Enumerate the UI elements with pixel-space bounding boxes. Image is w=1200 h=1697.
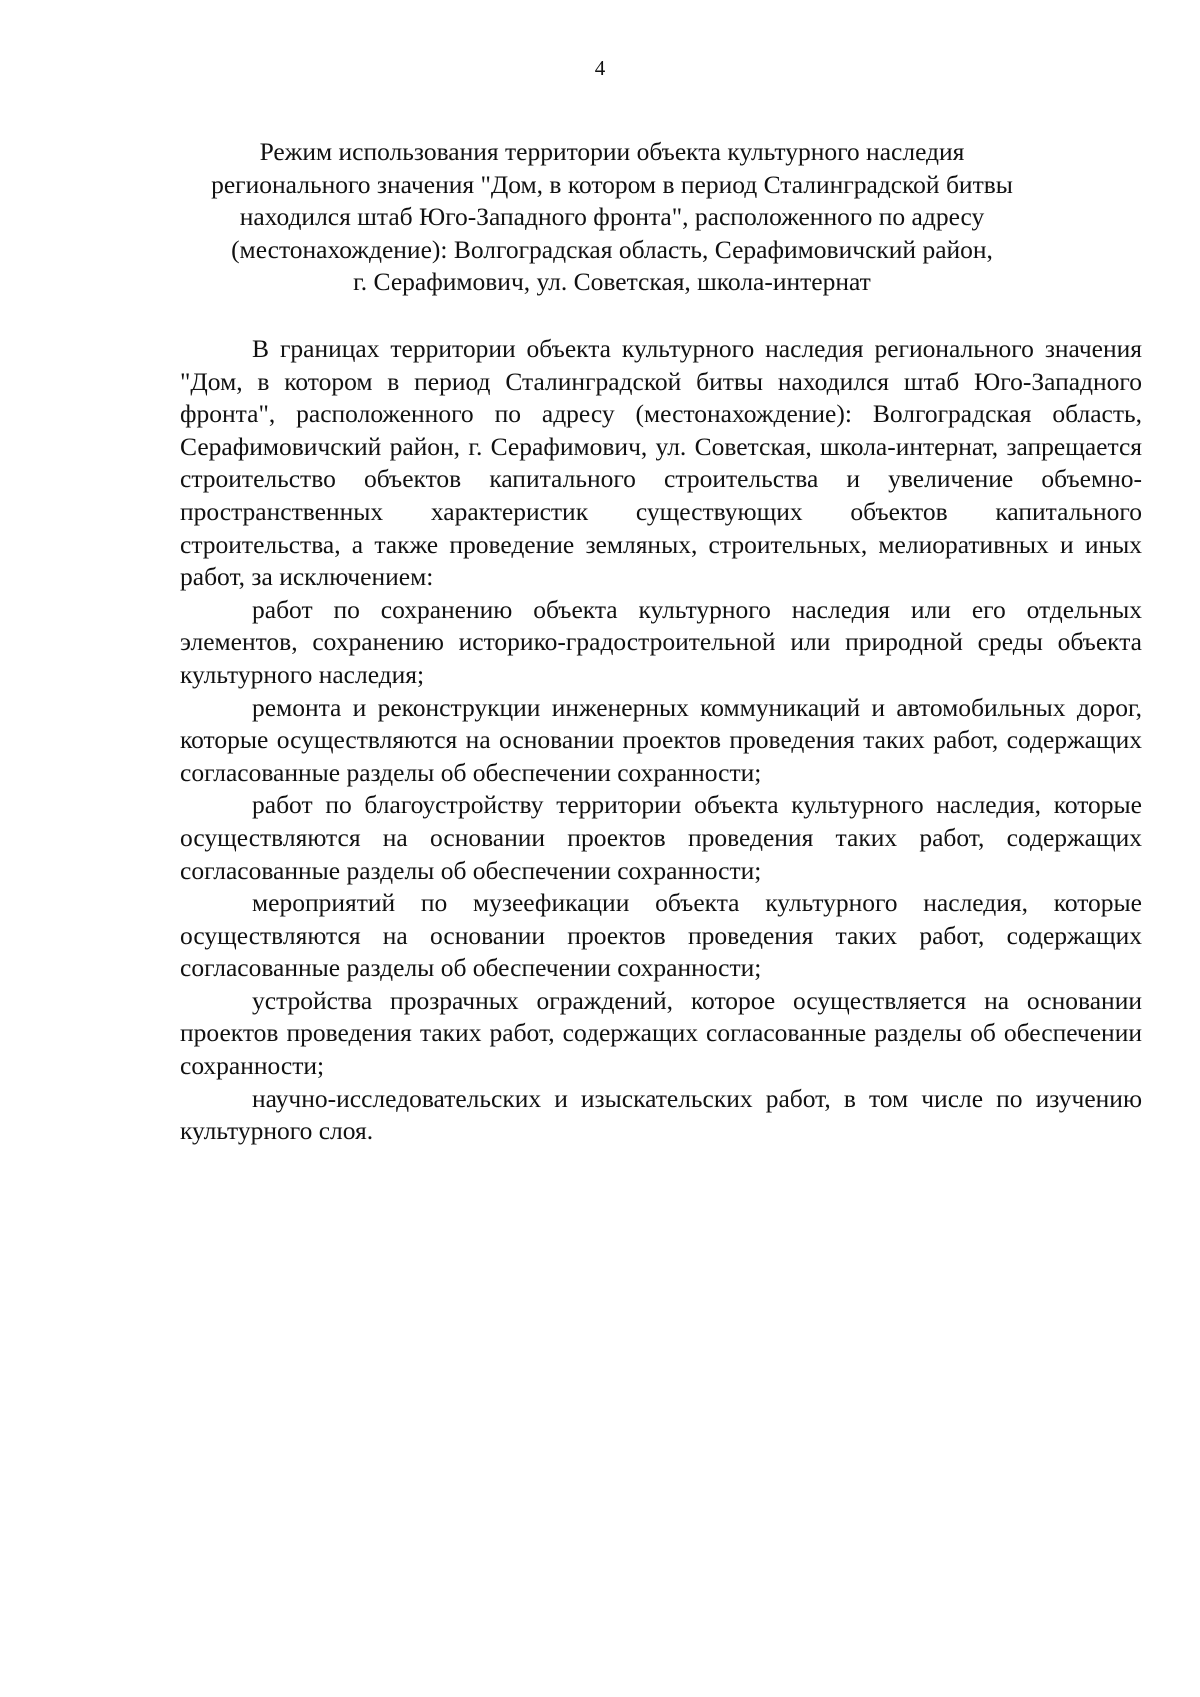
page-number: 4 <box>594 56 606 80</box>
paragraph-exception-preservation: работ по сохранению объекта культурного наследия или его отдельных элементов, сохранению историко-градостроительной или природной среды объекта культурного наследия; <box>180 594 1142 689</box>
paragraph-exception-repair: ремонта и реконструкции инженерных коммуникаций и автомобильных дорог, которые осуществляются на основании проектов проведения таких работ, содержащих согласованные разделы об обеспечении сохранности; <box>180 692 1142 787</box>
title-line: находился штаб Юго-Западного фронта", расположенного по адресу <box>239 202 985 232</box>
paragraph-exception-museum: мероприятий по музеефикации объекта культурного наследия, которые осуществляются на основании проектов проведения таких работ, содержащих согласованные разделы об обеспечении сохранности; <box>180 888 1142 983</box>
paragraph-exception-research: научно-исследовательских и изыскательских работ, в том числе по изучению культурного слоя. <box>180 1083 1142 1146</box>
paragraph-intro: В границах территории объекта культурного наследия регионального значения "Дом, в котором в период Сталинградской битвы находился штаб Юго-Западного фронта", расположенного по адресу (местонахождение): Волгоградская область, Серафимовичский район, г. Серафимович, ул. Советская, школа-интернат, запрещается строительство объектов капитального строительства и увеличение объемно-пространственных характеристик существующих объектов капитального строительства, а также проведение земляных, строительных, мелиоративных и иных работ, за исключением: <box>180 334 1142 592</box>
title-line: регионального значения "Дом, в котором в период Сталинградской битвы <box>211 169 1013 199</box>
document-title <box>180 136 1044 299</box>
paragraph-exception-fencing: устройства прозрачных ограждений, которое осуществляется на основании проектов проведения таких работ, содержащих согласованные разделы об обеспечении сохранности; <box>180 985 1142 1081</box>
title-line: г. Серафимович, ул. Советская, школа-интернат <box>353 267 871 297</box>
title-line: Режим использования территории объекта культурного наследия <box>259 137 965 166</box>
title-line: (местонахождение): Волгоградская область, Серафимовичский район, <box>231 234 993 264</box>
document-body <box>180 333 1142 1148</box>
paragraph-exception-landscaping: работ по благоустройству территории объекта культурного наследия, которые осуществляются на основании проектов проведения таких работ, содержащих согласованные разделы об обеспечении сохранности; <box>180 790 1142 885</box>
